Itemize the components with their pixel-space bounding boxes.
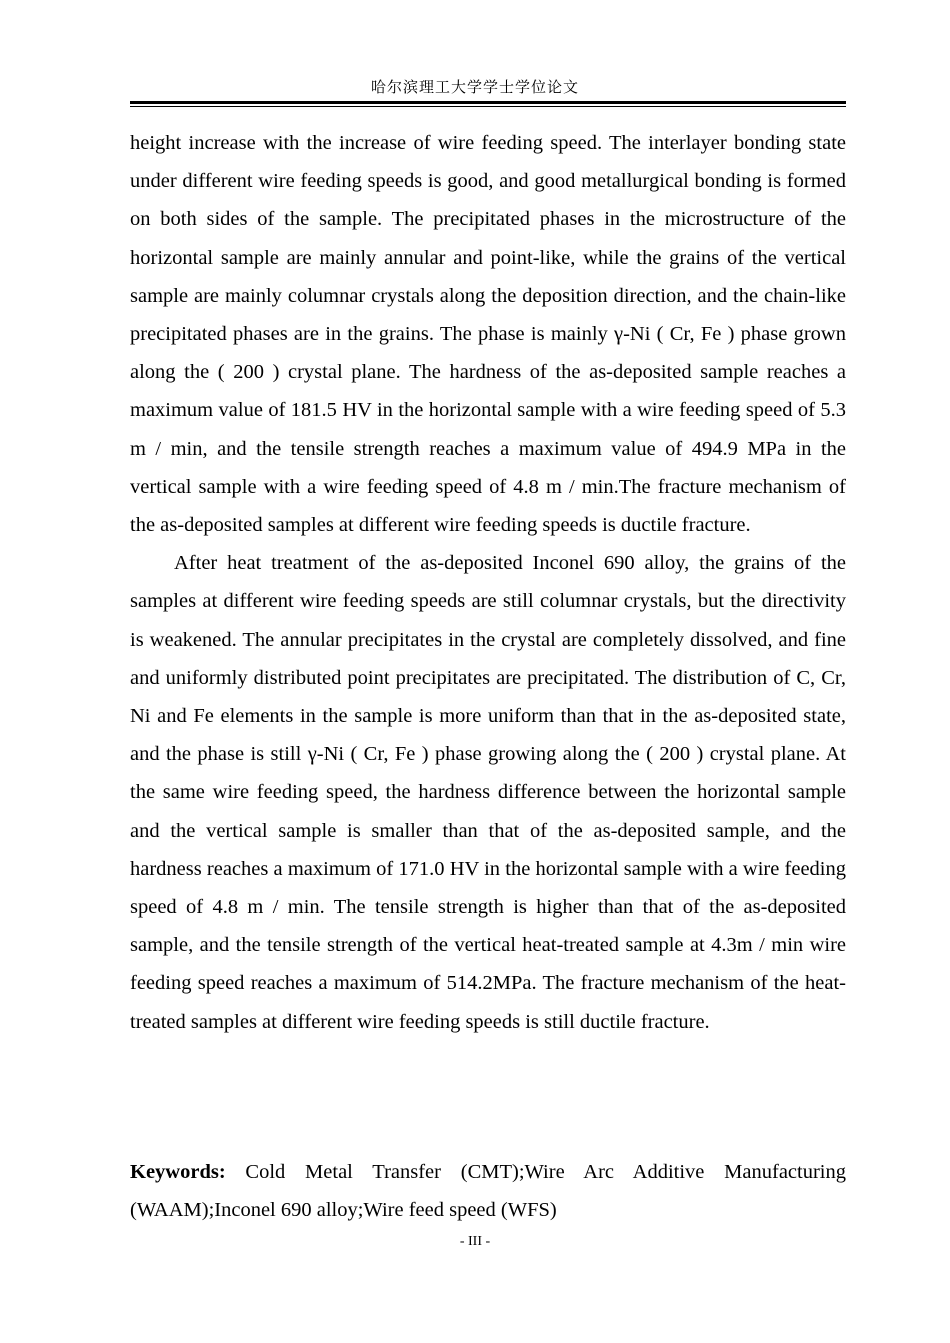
keywords-text: Cold Metal Transfer (CMT);Wire Arc Additive Manufacturing (WAAM);Inconel 690 alloy;Wire feed speed (WFS)	[130, 1161, 846, 1222]
keywords-label: Keywords:	[130, 1161, 226, 1183]
running-header-title: 哈尔滨理工大学学士学位论文	[370, 78, 579, 96]
page-number: - III -	[459, 1234, 491, 1249]
header-rule-thick	[130, 101, 846, 104]
abstract-body	[130, 124, 846, 1041]
abstract-paragraph-2: After heat treatment of the as-deposited Inconel 690 alloy, the grains of the samples at different wire feeding speeds are still columnar crystals, but the directivity is weakened. The annular precipitates in the crystal are completely dissolved, and fine and uniformly distributed point precipitates are precipitated. The distribution of C, Cr, Ni and Fe elements in the sample is more uniform than that in the as-deposited state, and the phase is still γ-Ni ( Cr, Fe ) phase growing along the ( 200 ) crystal plane. At the same wire feeding speed, the hardness difference between the horizontal sample and the vertical sample is smaller than that of the as-deposited sample, and the hardness reaches a maximum of 171.0 HV in the horizontal sample with a wire feeding speed of 4.8 m / min. The tensile strength is higher than that of the as-deposited sample, and the tensile strength of the vertical heat-treated sample at 4.3m / min wire feeding speed reaches a maximum of 514.2MPa. The fracture mechanism of the heat-treated samples at different wire feeding speeds is still ductile fracture.	[130, 552, 846, 1033]
keywords-section	[130, 1153, 846, 1229]
header-rule-thin	[130, 106, 846, 107]
abstract-paragraph-1: height increase with the increase of wire feeding speed. The interlayer bonding state under different wire feeding speeds is good, and good metallurgical bonding is formed on both sides of the sample. The precipitated phases in the microstructure of the horizontal sample are mainly annular and point-like, while the grains of the vertical sample are mainly columnar crystals along the deposition direction, and the chain-like precipitated phases are in the grains. The phase is mainly γ-Ni ( Cr, Fe ) phase grown along the ( 200 ) crystal plane. The hardness of the as-deposited sample reaches a maximum value of 181.5 HV in the horizontal sample with a wire feeding speed of 5.3 m / min, and the tensile strength reaches a maximum value of 494.9 MPa in the vertical sample with a wire feeding speed of 4.8 m / min.The fracture mechanism of the as-deposited samples at different wire feeding speeds is ductile fracture.	[130, 132, 846, 537]
